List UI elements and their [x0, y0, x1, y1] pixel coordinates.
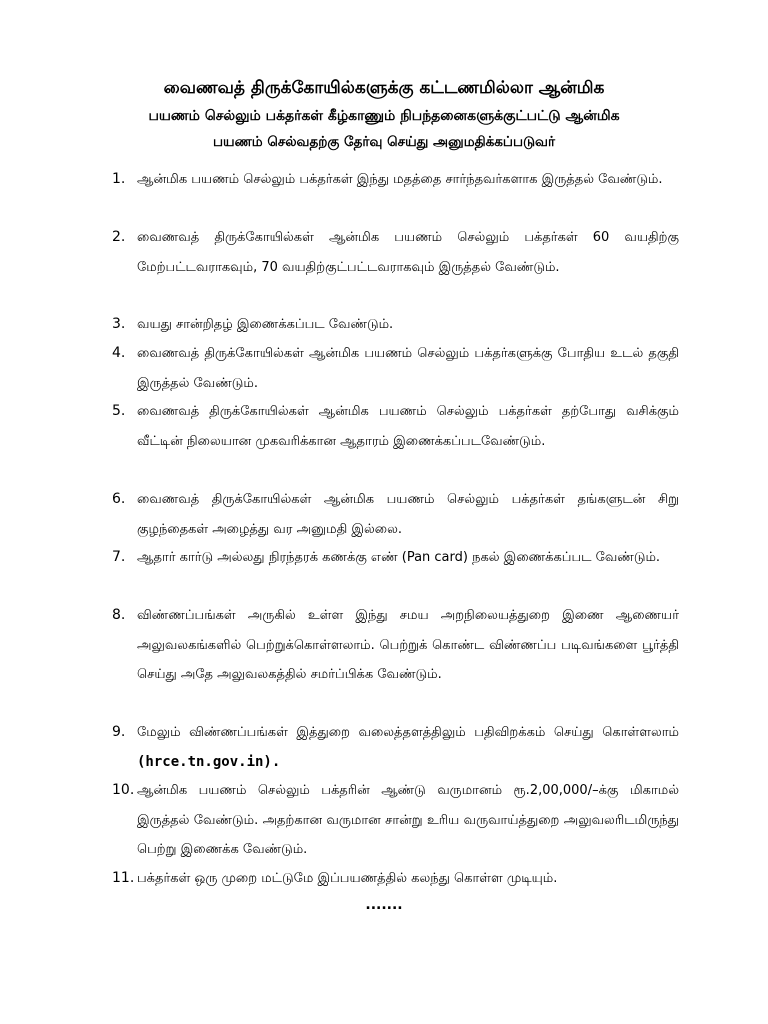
item-text: வைணவத் திருக்கோயில்கள் ஆன்மிக பயணம் செல்லும் பக்தர்கள் தங்களுடன் சிறு குழந்தைகள் அழைத்து வர அனுமதி இல்லை.: [137, 492, 679, 537]
item-text: ஆன்மிக பயணம் செல்லும் பக்தர்கள் இந்து மதத்தை சார்ந்தவர்களாக இருத்தல் வேண்டும்.: [137, 172, 663, 187]
item-text-wrapper: [137, 718, 679, 777]
item-text: வைணவத் திருக்கோயில்கள் ஆன்மிக பயணம் செல்லும் பக்தர்கள் 60 வயதிற்கு மேற்பட்டவராகவும், 70 வயதிற்குட்பட்டவராகவும் இருத்தல் வேண்டும்.: [137, 230, 679, 275]
item-number: 10.: [112, 782, 135, 798]
item-text: விண்ணப்பங்கள் அருகில் உள்ள இந்து சமய அறநிலையத்துறை இணை ஆணையர் அலுவலகங்களில் பெற்றுக்கொள்ளலாம். பெற்றுக் கொண்ட விண்ணப்ப படிவங்களை பூர்த்தி செய்து அதே அலுவலகத்தில் சமர்ப்பிக்க வேண்டும்.: [137, 608, 679, 682]
item-text: ஆதார் கார்டு அல்லது நிரந்தரக் கணக்கு எண் (Pan card) நகல் இணைக்கப்பட வேண்டும்.: [137, 550, 661, 565]
item-text: பக்தர்கள் ஒரு முறை மட்டுமே இப்பயணத்தில் கலந்து கொள்ள முடியும்.: [137, 871, 558, 886]
item-number: 5.: [112, 403, 126, 419]
document-title-line-1: வைணவத் திருக்கோயில்களுக்கு கட்டணமில்லா ஆன்மிக: [163, 78, 605, 98]
item-number: 8.: [112, 607, 126, 623]
item-number: 4.: [112, 345, 126, 361]
item-text: வைணவத் திருக்கோயில்கள் ஆன்மிக பயணம் செல்லும் பக்தர்களுக்கு போதிய உடல் தகுதி இருத்தல் வேண்டும்.: [137, 346, 679, 391]
item-number: 11.: [112, 870, 135, 886]
website-url: (hrce.tn.gov.in).: [137, 753, 281, 770]
item-number: 9.: [112, 724, 126, 740]
document-title-line-2: பயணம் செல்லும் பக்தர்கள் கீழ்காணும் நிபந்தனைகளுக்குட்பட்டு ஆன்மிக: [148, 108, 620, 124]
item-text: மேலும் விண்ணப்பங்கள் இத்துறை வலைத்தளத்திலும் பதிவிறக்கம் செய்து கொள்ளலாம்: [137, 725, 679, 740]
item-number: 2.: [112, 229, 126, 245]
item-text: வயது சான்றிதழ் இணைக்கப்பட வேண்டும்.: [137, 317, 394, 332]
item-text: வைணவத் திருக்கோயில்கள் ஆன்மிக பயணம் செல்லும் பக்தர்கள் தற்போது வசிக்கும் வீட்டின் நிலையான முகவரிக்கான ஆதாரம் இணைக்கப்படவேண்டும்.: [137, 404, 679, 449]
item-number: 7.: [112, 549, 126, 565]
item-text: ஆன்மிக பயணம் செல்லும் பக்தரின் ஆண்டு வருமானம் ரூ.2,00,000/–க்கு மிகாமல் இருத்தல் வேண்டும். அதற்கான வருமான சான்று உரிய வருவாய்த்துறை அலுவலரிடமிருந்து பெற்று இணைக்க வேண்டும்.: [137, 783, 679, 857]
item-number: 3.: [112, 316, 126, 332]
end-dots: .......: [365, 897, 403, 913]
document-title-line-3: பயணம் செல்வதற்கு தேர்வு செய்து அனுமதிக்கப்படுவர்: [212, 134, 556, 150]
item-number: 1.: [112, 171, 126, 187]
item-number: 6.: [112, 491, 126, 507]
